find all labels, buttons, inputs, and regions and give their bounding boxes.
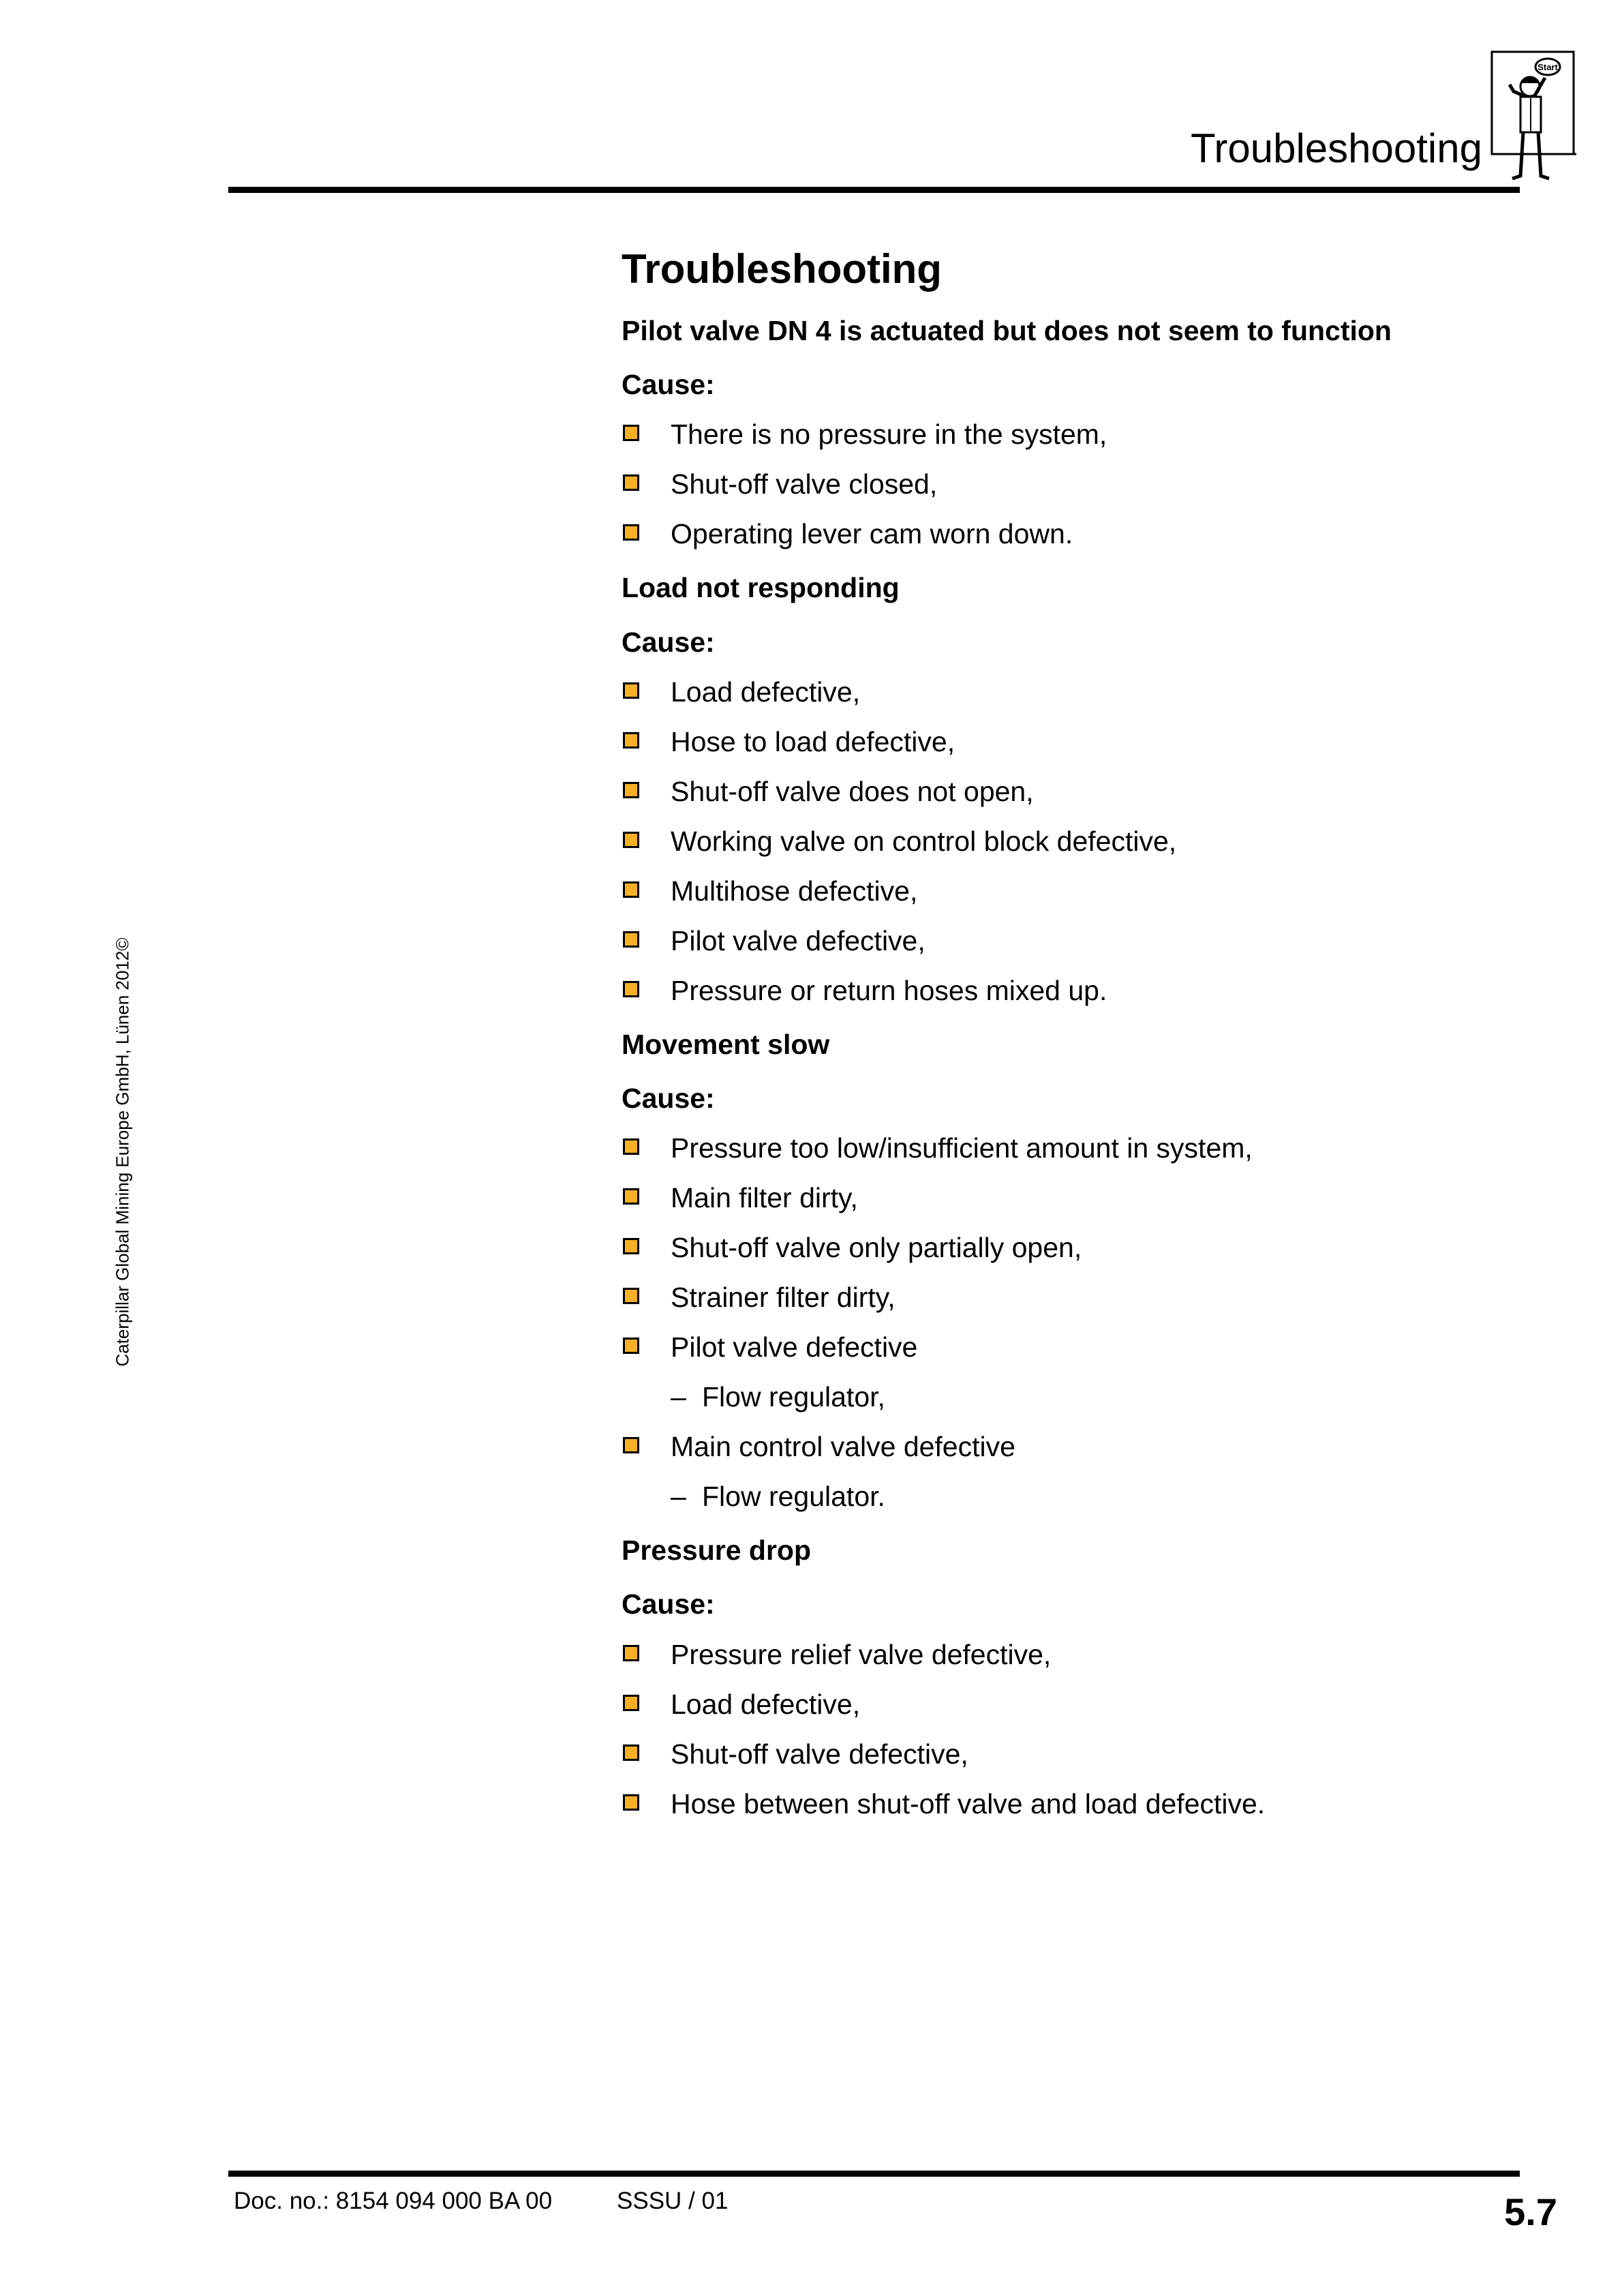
list-item-text: Multihose defective, [671, 875, 918, 907]
main-content [622, 245, 1508, 1841]
square-bullet-icon [623, 474, 639, 491]
list-item-text: Operating lever cam worn down. [671, 518, 1073, 550]
list-item-text: Shut-off valve only partially open, [671, 1232, 1082, 1264]
list-item [622, 517, 1508, 551]
list-item-text: Main control valve defective [671, 1431, 1015, 1463]
list-item [622, 1331, 1508, 1364]
sub-list-item [622, 1480, 1508, 1513]
list-item-text: Pressure too low/insufficient amount in system, [671, 1132, 1253, 1164]
square-bullet-icon [623, 1238, 639, 1254]
list-item [622, 1430, 1508, 1464]
cause-list [622, 1638, 1508, 1821]
list-item [622, 775, 1508, 809]
square-bullet-icon [623, 1288, 639, 1304]
square-bullet-icon [623, 1338, 639, 1354]
cause-label: Cause: [622, 1588, 715, 1620]
cause-list [622, 418, 1508, 551]
cause-list [622, 1132, 1508, 1513]
section-pressure-drop [622, 1534, 1508, 1820]
sub-list-item [622, 1380, 1508, 1414]
footer-doc-number: Doc. no.: 8154 094 000 BA 00 [234, 2188, 553, 2214]
section-title: Load not responding [622, 572, 900, 604]
page-title: Troubleshooting [622, 246, 942, 292]
square-bullet-icon [623, 1188, 639, 1205]
list-item-text: Shut-off valve defective, [671, 1738, 968, 1770]
cause-label: Cause: [622, 1082, 715, 1114]
list-item-text: Shut-off valve does not open, [671, 775, 1034, 807]
icon-start-label: Start [1537, 62, 1558, 72]
list-item-text: Pilot valve defective, [671, 924, 925, 956]
list-item-text: Load defective, [671, 676, 861, 708]
mechanic-start-icon [1489, 49, 1578, 185]
list-item [622, 1738, 1508, 1771]
cause-list [622, 676, 1508, 1008]
list-item [622, 1688, 1508, 1721]
square-bullet-icon [623, 1437, 639, 1453]
list-item-text: Hose to load defective, [671, 725, 955, 757]
list-item [622, 1787, 1508, 1821]
section-title: Movement slow [622, 1028, 830, 1060]
square-bullet-icon [623, 832, 639, 848]
list-item [622, 1231, 1508, 1265]
list-item-text: Shut-off valve closed, [671, 468, 938, 500]
square-bullet-icon [623, 1695, 639, 1711]
list-item [622, 725, 1508, 759]
section-title: Pressure drop [622, 1535, 811, 1567]
square-bullet-icon [623, 732, 639, 749]
section-title: Pilot valve DN 4 is actuated but does not seem to function [622, 315, 1392, 346]
square-bullet-icon [623, 425, 639, 441]
page-number: 5.7 [1504, 2190, 1557, 2233]
cause-label: Cause: [622, 626, 715, 658]
list-item [622, 1638, 1508, 1672]
section-pilot-valve [622, 314, 1508, 551]
square-bullet-icon [623, 1744, 639, 1761]
footer-rule [228, 2171, 1520, 2177]
square-bullet-icon [623, 782, 639, 798]
section-load-not-responding [622, 571, 1508, 1007]
list-item-text: Strainer filter dirty, [671, 1282, 896, 1314]
list-item [622, 676, 1508, 709]
list-item [622, 825, 1508, 858]
list-item [622, 468, 1508, 501]
square-bullet-icon [623, 1138, 639, 1155]
square-bullet-icon [623, 524, 639, 541]
list-item-text: Pilot valve defective [671, 1331, 918, 1363]
side-copyright: Caterpillar Global Mining Europe GmbH, Lünen 2012© [112, 937, 133, 1367]
square-bullet-icon [623, 1645, 639, 1661]
list-item-text: Flow regulator. [702, 1481, 885, 1513]
dash-icon: – [671, 1481, 686, 1513]
section-movement-slow [622, 1028, 1508, 1513]
list-item [622, 974, 1508, 1008]
square-bullet-icon [623, 1794, 639, 1811]
list-item-text: There is no pressure in the system, [671, 419, 1107, 451]
list-item-text: Load defective, [671, 1688, 861, 1720]
list-item [622, 875, 1508, 908]
list-item-text: Pressure or return hoses mixed up. [671, 974, 1107, 1006]
list-item [622, 1181, 1508, 1215]
list-item-text: Flow regulator, [702, 1381, 885, 1413]
running-header-title: Troubleshooting [1190, 125, 1482, 171]
list-item [622, 1132, 1508, 1165]
footer-code: SSSU / 01 [617, 2188, 729, 2214]
list-item [622, 924, 1508, 958]
list-item [622, 1281, 1508, 1314]
square-bullet-icon [623, 682, 639, 699]
list-item [622, 418, 1508, 451]
list-item-text: Working valve on control block defective, [671, 825, 1177, 857]
square-bullet-icon [623, 981, 639, 997]
square-bullet-icon [623, 931, 639, 948]
cause-label: Cause: [622, 369, 715, 401]
header-rule [228, 187, 1520, 193]
dash-icon: – [671, 1381, 686, 1413]
list-item-text: Hose between shut-off valve and load defective. [671, 1787, 1266, 1819]
list-item-text: Main filter dirty, [671, 1182, 858, 1214]
list-item-text: Pressure relief valve defective, [671, 1638, 1052, 1670]
square-bullet-icon [623, 881, 639, 898]
